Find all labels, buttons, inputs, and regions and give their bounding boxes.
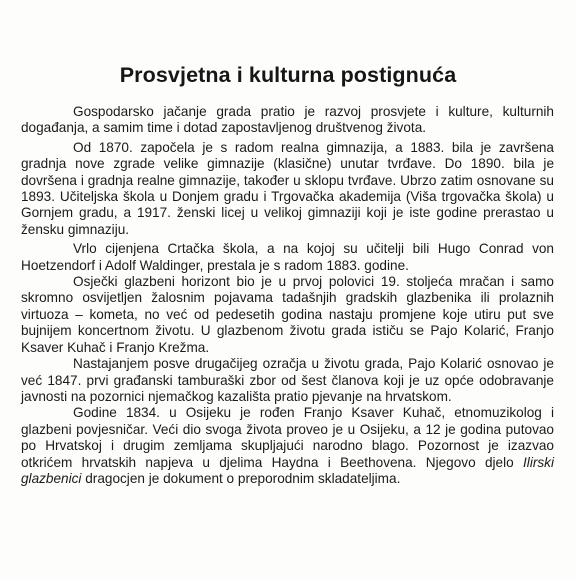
page-title: Prosvjetna i kulturna postignuća [119,63,457,87]
book-title: Ilirski glazbenici [21,454,554,486]
paragraph-3: Vrlo cijenjena Crtačka škola, a na kojoj su učitelji bili Hugo Conrad von Hoetzendorf i Adolf Waldinger, prestala je s radom 1883. godine. [21,241,554,273]
paragraph-6-tail: dragocjen je dokument o preporodnim skladateljima. [81,470,401,486]
document-body [21,104,554,487]
paragraph-2: Od 1870. započela je s radom realna gimnazija, a 1883. bila je završena gradnja nove zgrade velike gimnazije (klasične) unutar tvrđave. Do 1890. bila je dovršena i gradnja realne gimnazije, također u sklopu tvrđave. Ubrzo zatim osnovane su 1893. Učiteljska škola u Donjem gradu i Trgovačka akademija (Viša trgovačka škola) u Gornjem gradu, a 1917. ženski licej u velikoj gimnaziji koji je iste godine prerastao u žensku gimnaziju. [21,139,554,237]
paragraph-1: Gospodarsko jačanje grada pratio je razvoj prosvjete i kulture, kulturnih događanja, a samim time i dotad zapostavljenog društvenog života. [21,104,554,136]
page-bottom-edge [0,572,576,580]
paragraph-6 [21,405,554,487]
paragraph-4: Osječki glazbeni horizont bio je u prvoj polovici 19. stoljeća mračan i samo skromno osvijetljen žalosnim pojavama tadašnjih gradskih glazbenika ili prolaznih virtuoza – kometa, no već od pedesetih godina nastaju promjene koje utiru put sve bujnijem koncertnom životu. U glazbenom životu grada ističu se Pajo Kolarić, Franjo Ksaver Kuhač i Franjo Krežma. [21,274,554,355]
paragraph-6-text: Godine 1834. u Osijeku je rođen Franjo Ksaver Kuhač, etnomuzikolog i glazbeni povjesničar. Veći dio svoga života proveo je u Osijeku, a 12 je godina putovao po Hrvatskoj i drugim zemljama skupljajući narodno blago. Pozornost je izazvao otkrićem hrvatskih napjeva u djelima Haydna i Beethovena. Njegovo djelo [21,405,554,470]
paragraph-5: Nastajanjem posve drugačijeg ozračja u životu grada, Pajo Kolarić osnovao je već 1847. prvi građanski tamburaški zbor od šest članova koji je uz opće odobravanje javnosti na pozornici njemačkog kazališta pratio pjevanje na hrvatskom. [21,356,554,404]
